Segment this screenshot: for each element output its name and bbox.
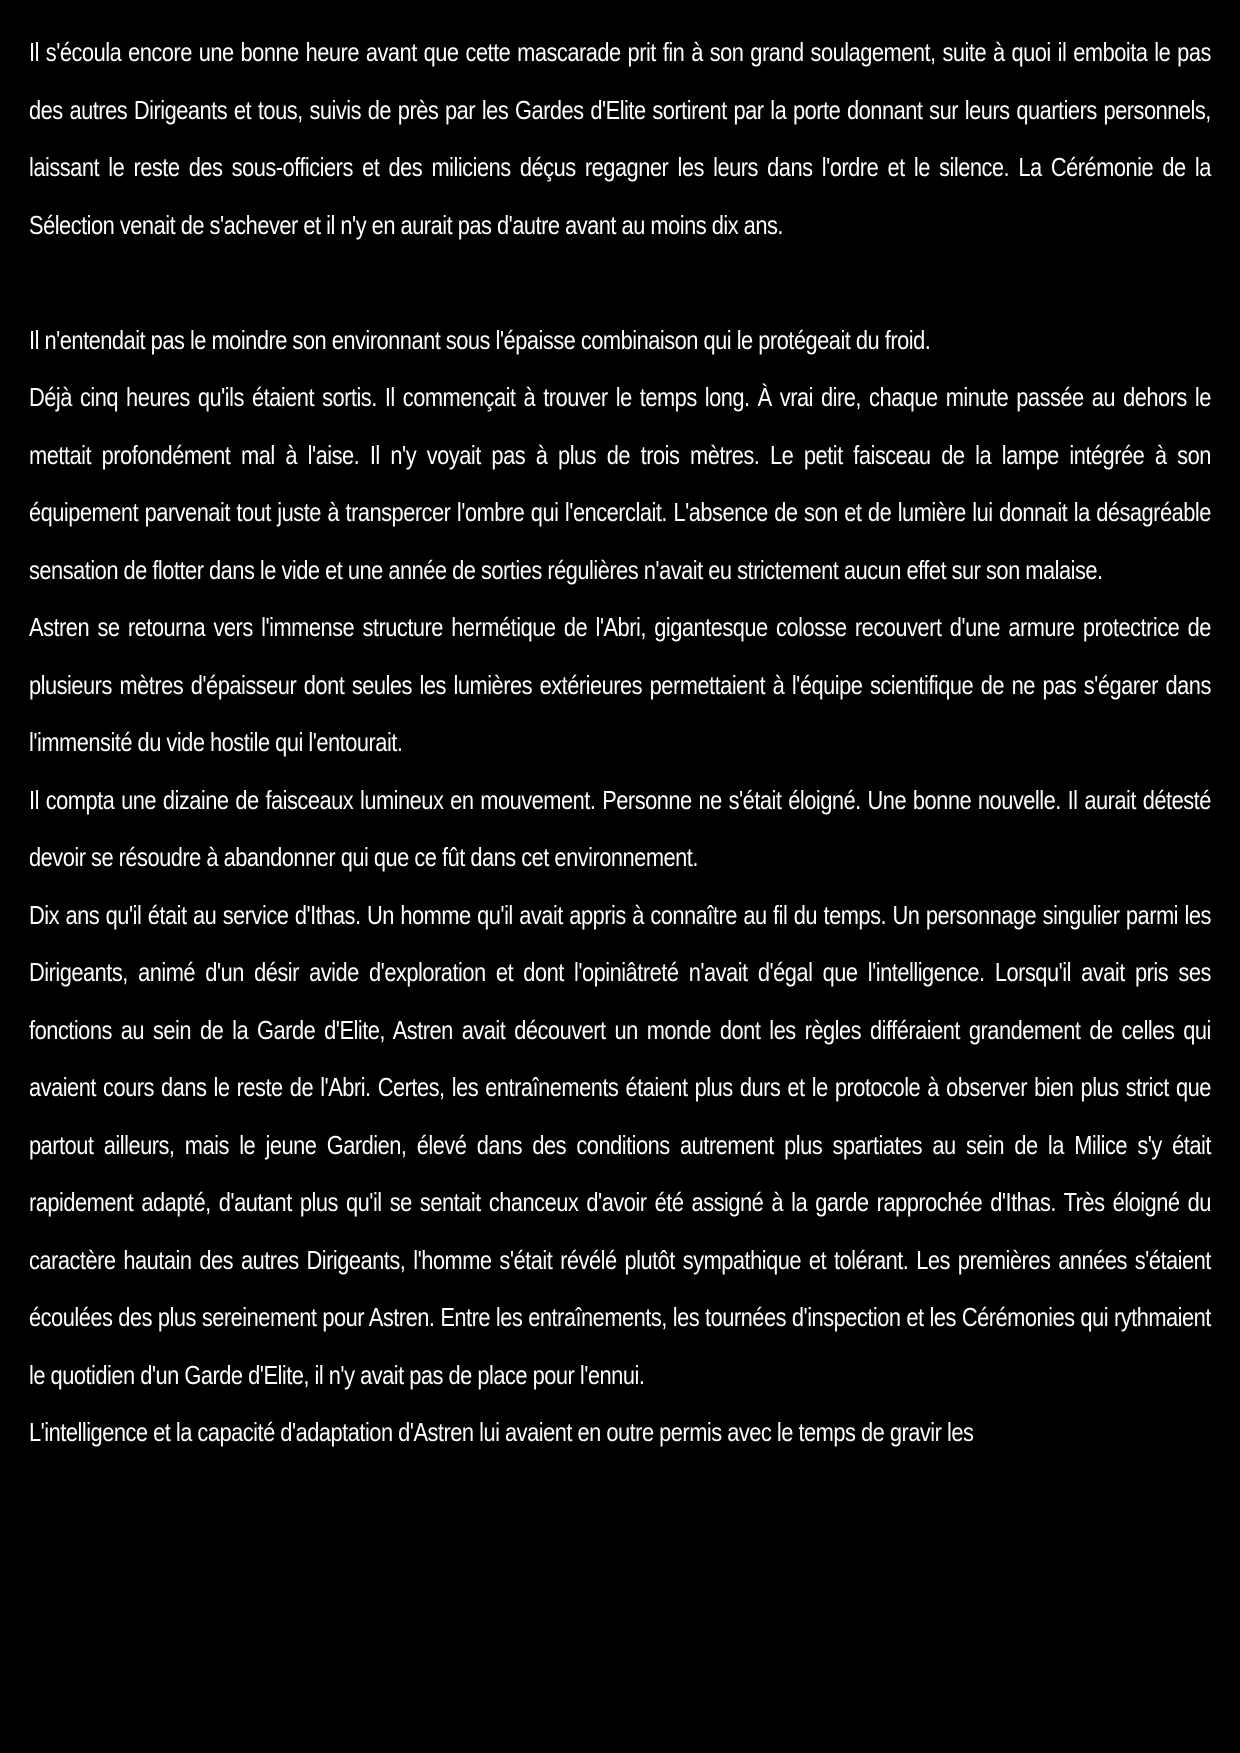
paragraph-light-beams: Il compta une dizaine de faisceaux lumineux en mouvement. Personne ne s'était éloigné. Une bonne nouvelle. Il aurait détesté devoir se résoudre à abandonner qui que ce fût dans cet environnement. bbox=[29, 784, 1211, 872]
paragraph-five-hours: Déjà cinq heures qu'ils étaient sortis. Il commençait à trouver le temps long. À vrai dire, chaque minute passée au dehors le mettait profondément mal à l'aise. Il n'y voyait pas à plus de trois mètres. Le petit faisceau de la lampe intégrée à son équipement parvenait tout juste à transpercer l'ombre qui l'encerclait. L'absence de son et de lumière lui donnait la désagréable sensation de flotter dans le vide et une année de sorties régulières n'avait eu strictement aucun effet sur son malaise. bbox=[29, 382, 1211, 585]
document-page bbox=[29, 24, 1211, 1462]
paragraph-silence: Il n'entendait pas le moindre son environnant sous l'épaisse combinaison qui le protégeait du froid. bbox=[29, 324, 931, 355]
paragraph-abri-structure: Astren se retourna vers l'immense structure hermétique de l'Abri, gigantesque colosse recouvert d'une armure protectrice de plusieurs mètres d'épaisseur dont seules les lumières extérieures permettaient à l'équipe scientifique de ne pas s'égarer dans l'immensité du vide hostile qui l'entourait. bbox=[29, 612, 1211, 757]
paragraph-ceremony-end: Il s'écoula encore une bonne heure avant que cette mascarade prit fin à son grand soulagement, suite à quoi il emboita le pas des autres Dirigeants et tous, suivis de près par les Gardes d'Elite sortirent par la porte donnant sur leurs quartiers personnels, laissant le reste des sous-officiers et des miliciens déçus regagner les leurs dans l'ordre et le silence. La Cérémonie de la Sélection venait de s'achever et il n'y en aurait pas d'autre avant au moins dix ans. bbox=[29, 37, 1211, 240]
paragraph-intelligence: L'intelligence et la capacité d'adaptation d'Astren lui avaient en outre permis avec le temps de gravir les bbox=[29, 1417, 974, 1447]
paragraph-ithas-service: Dix ans qu'il était au service d'Ithas. Un homme qu'il avait appris à connaître au fil du temps. Un personnage singulier parmi les Dirigeants, animé d'un désir avide d'exploration et dont l'opiniâtreté n'avait d'égal que l'intelligence. Lorsqu'il avait pris ses fonctions au sein de la Garde d'Elite, Astren avait découvert un monde dont les règles différaient grandement de celles qui avaient cours dans le reste de l'Abri. Certes, les entraînements étaient plus durs et le protocole à observer bien plus strict que partout ailleurs, mais le jeune Gardien, élevé dans des conditions autrement plus spartiates au sein de la Milice s'y était rapidement adapté, d'autant plus qu'il se sentait chanceux d'avoir été assigné à la garde rapprochée d'Ithas. Très éloigné du caractère hautain des autres Dirigeants, l'homme s'était révélé plutôt sympathique et tolérant. Les premières années s'étaient écoulées des plus sereinement pour Astren. Entre les entraînements, les tournées d'inspection et les Cérémonies qui rythmaient le quotidien d'un Garde d'Elite, il n'y avait pas de place pour l'ennui. bbox=[29, 899, 1211, 1390]
